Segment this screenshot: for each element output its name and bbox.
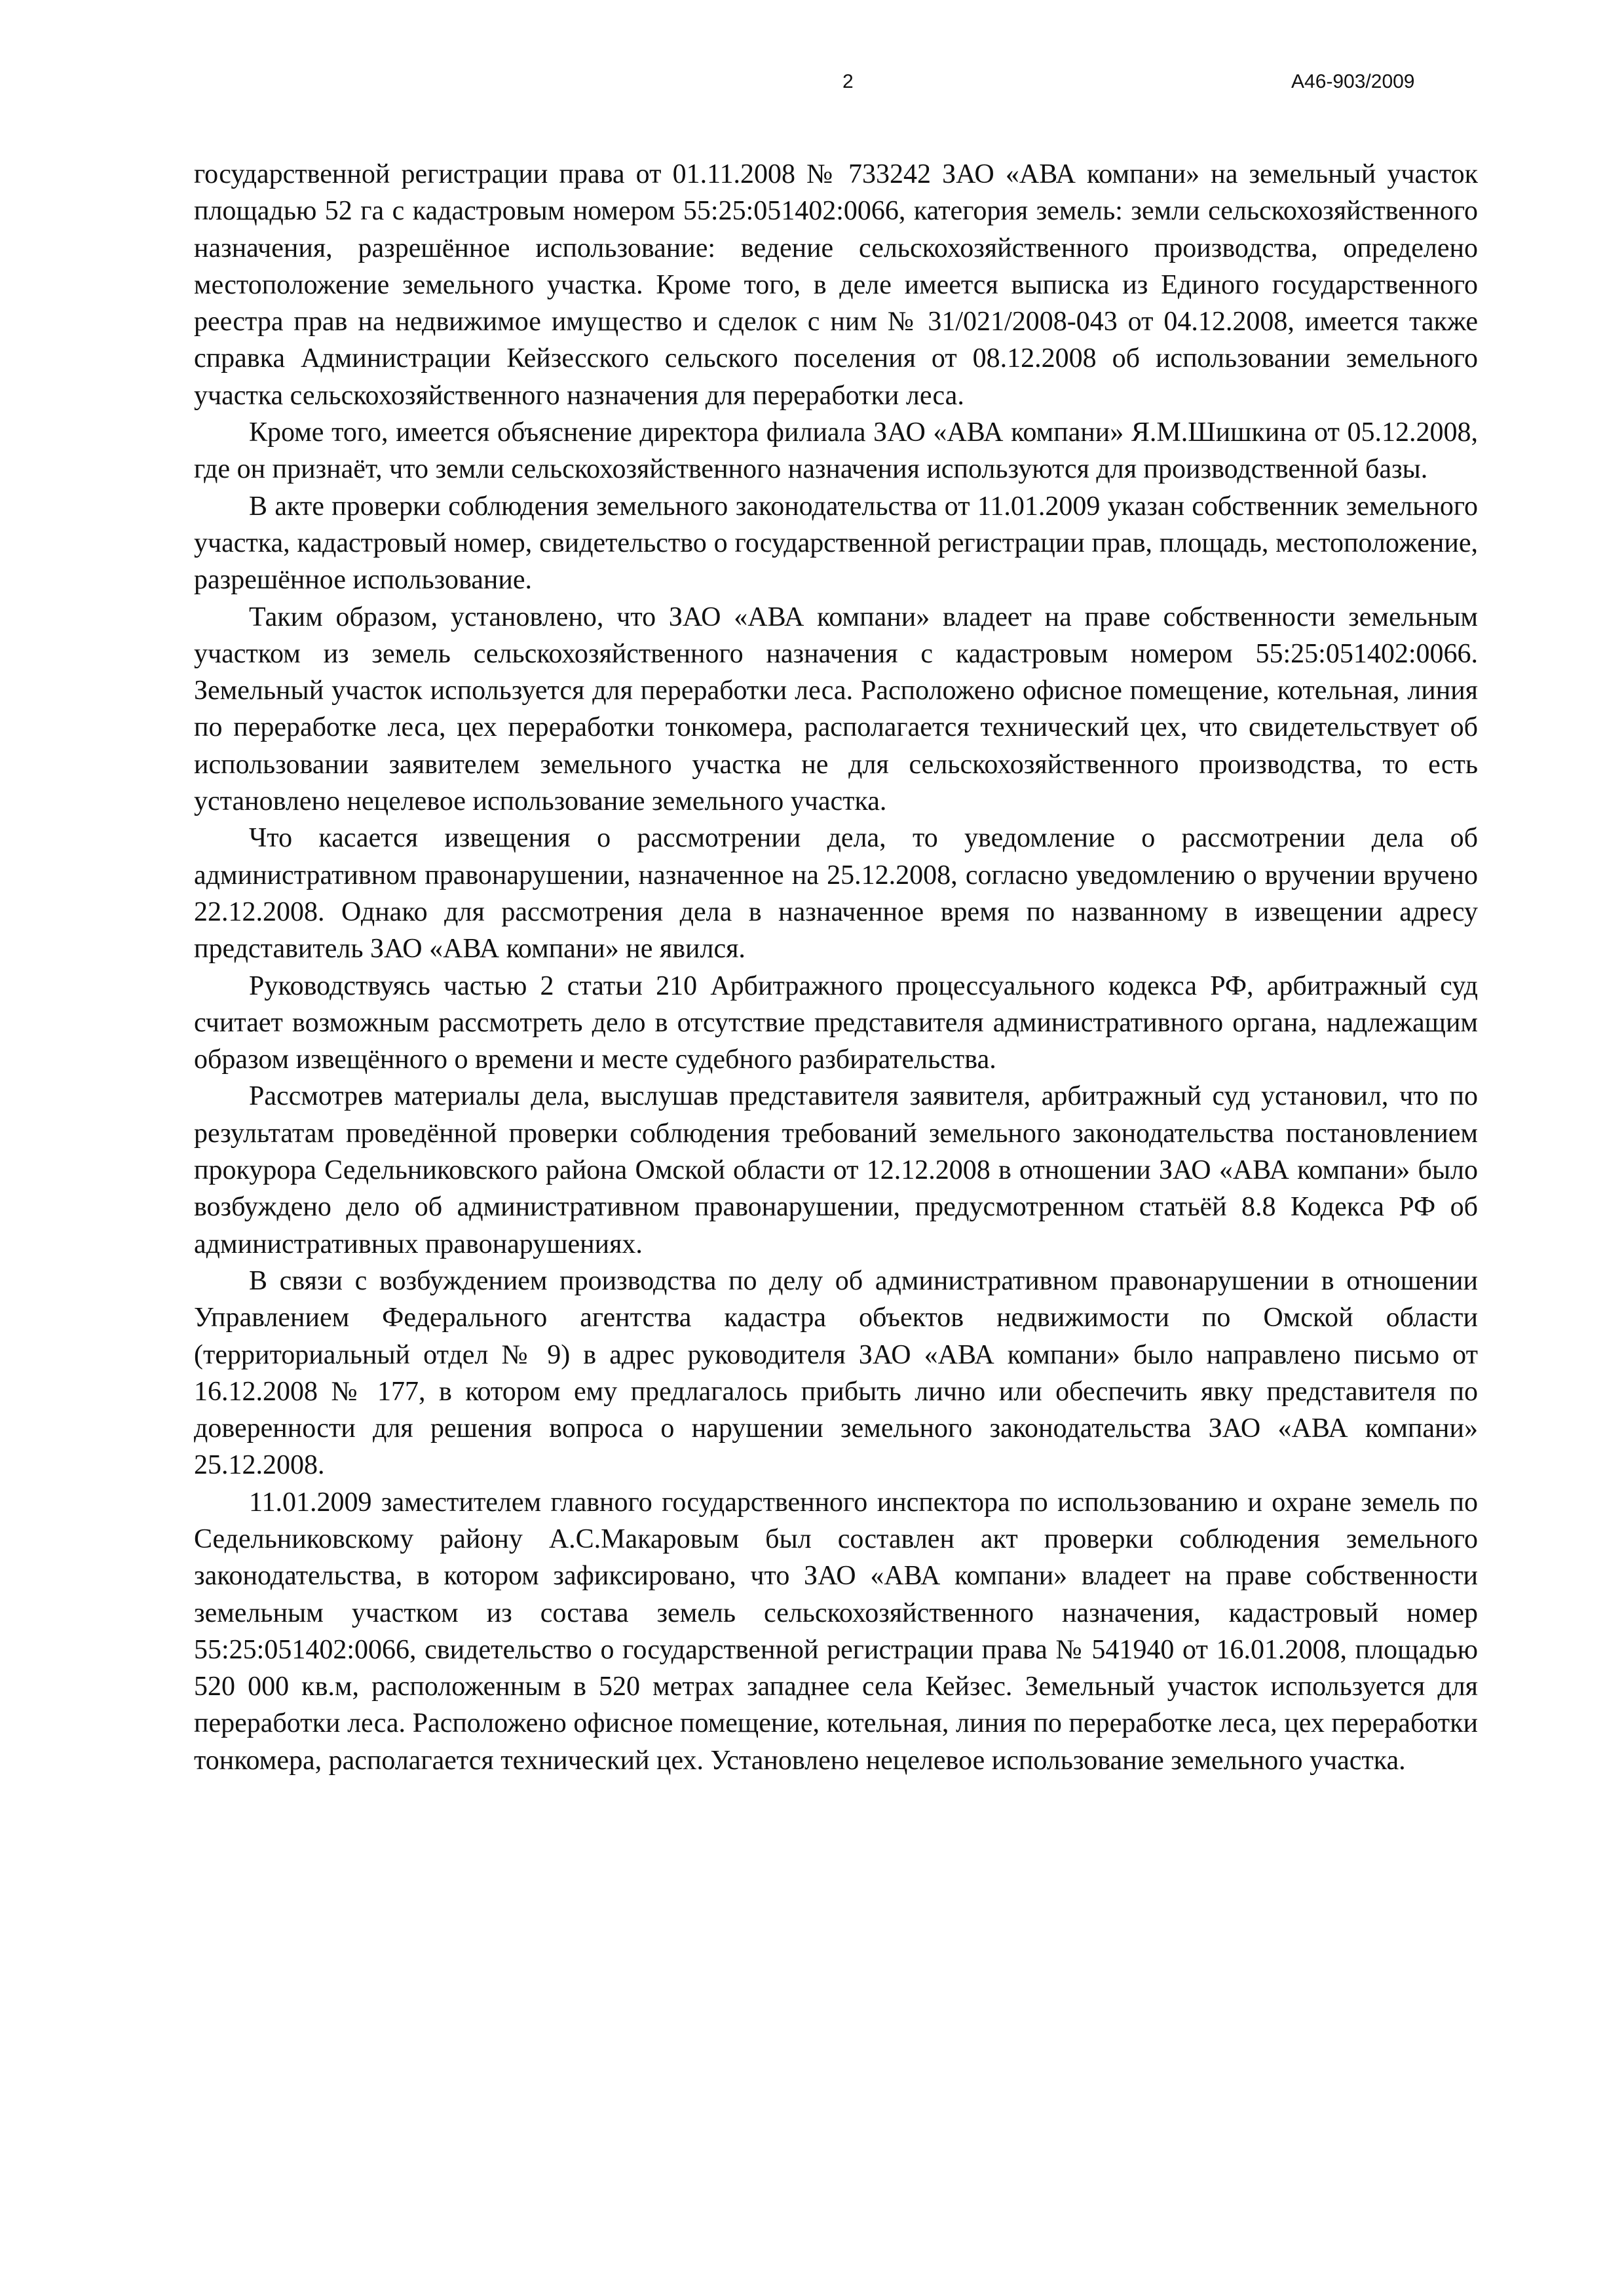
paragraph-continuation: государственной регистрации права от 01.11.2008 № 733242 ЗАО «АВА компани» на земельный участок площадью 52 га с кадастровым номером 55:25:051402:0066, категория земель: земли сельскохозяйственного назначения, разрешённое использование: ведение сельскохозяйственного производства, определено местоположение земельного участка. Кроме того, в деле имеется выписка из Единого государственного реестра прав на недвижимое имущество и сделок с ним № 31/021/2008-043 от 04.12.2008, имеется также справка Администрации Кейзесского сельского поселения от 08.12.2008 об использовании земельного участка сельскохозяйственного назначения для переработки леса.: [194, 159, 1478, 411]
paragraph-findings: Рассмотрев материалы дела, выслушав представителя заявителя, арбитражный суд установил, что по результатам проведённой проверки соблюдения требований земельного законодательства постановлением прокурора Седельниковского района Омской области от 12.12.2008 в отношении ЗАО «АВА компани» было возбуждено дело об административном правонарушении, предусмотренном статьёй 8.8 Кодекса РФ об административных правонарушениях.: [194, 1081, 1478, 1259]
paragraph-conclusion: Таким образом, установлено, что ЗАО «АВА компани» владеет на праве собственности земельным участком из земель сельскохозяйственного назначения с кадастровым номером 55:25:051402:0066. Земельный участок используется для переработки леса. Расположено офисное помещение, котельная, линия по переработке леса, цех переработки тонкомера, располагается технический цех, что свидетельствует об использовании заявителем земельного участка не для сельскохозяйственного производства, то есть установлено нецелевое использование земельного участка.: [194, 602, 1478, 817]
paragraph-act-details: 11.01.2009 заместителем главного государственного инспектора по использованию и охране земель по Седельниковскому району А.С.Макаровым был составлен акт проверки соблюдения земельного законодательства, в котором зафиксировано, что ЗАО «АВА компани» владеет на праве собственности земельным участком из состава земель сельскохозяйственного назначения, кадастровый номер 55:25:051402:0066, свидетельство о государственной регистрации права № 541940 от 16.01.2008, площадью 520 000 кв.м, расположенным в 520 метрах западнее села Кейзес. Земельный участок используется для переработки леса. Расположено офисное помещение, котельная, линия по переработке леса, цех переработки тонкомера, располагается технический цех. Установлено нецелевое использование земельного участка.: [194, 1487, 1478, 1776]
paragraph-inspection-act: В акте проверки соблюдения земельного законодательства от 11.01.2009 указан собственник земельного участка, кадастровый номер, свидетельство о государственной регистрации прав, площадь, местоположение, разрешённое использование.: [194, 491, 1478, 596]
paragraph-letter: В связи с возбуждением производства по делу об административном правонарушении в отношении Управлением Федерального агентства кадастра объектов недвижимости по Омской области (территориальный отдел № 9) в адрес руководителя ЗАО «АВА компани» было направлено письмо от 16.12.2008 № 177, в котором ему предлагалось прибыть лично или обеспечить явку представителя по доверенности для решения вопроса о нарушении земельного законодательства ЗАО «АВА компани» 25.12.2008.: [194, 1265, 1478, 1481]
paragraph-procedure: Руководствуясь частью 2 статьи 210 Арбитражного процессуального кодекса РФ, арбитражный суд считает возможным рассмотреть дело в отсутствие представителя административного органа, надлежащим образом извещённого о времени и месте судебного разбирательства.: [194, 970, 1478, 1075]
document-body: [194, 156, 1478, 1779]
paragraph-explanation: Кроме того, имеется объяснение директора филиала ЗАО «АВА компани» Я.М.Шишкина от 05.12.2008, где он признаёт, что земли сельскохозяйственного назначения используются для производственной базы.: [194, 417, 1478, 485]
case-number: А46-903/2009: [1291, 71, 1415, 92]
page-header: [0, 71, 1624, 104]
page-number: 2: [842, 71, 854, 92]
paragraph-notification: Что касается извещения о рассмотрении дела, то уведомление о рассмотрении дела об административном правонарушении, назначенное на 25.12.2008, согласно уведомлению о вручении вручено 22.12.2008. Однако для рассмотрения дела в назначенное время по названному в извещении адресу представитель ЗАО «АВА компани» не явился.: [194, 823, 1478, 965]
